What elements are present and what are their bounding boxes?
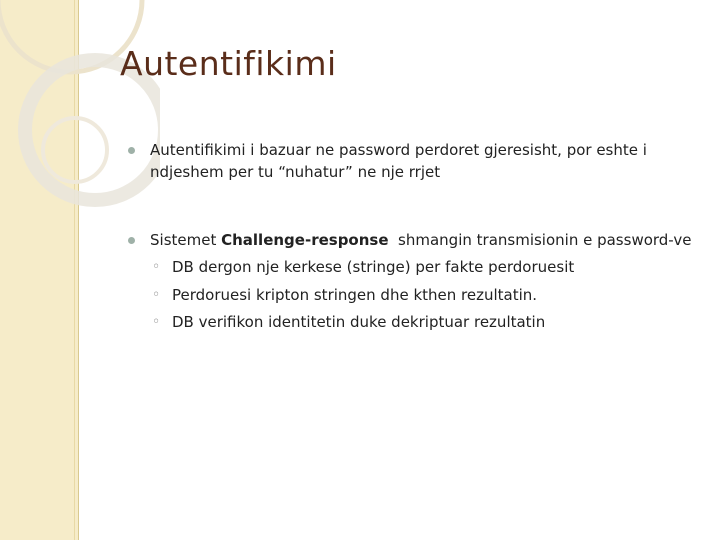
sub-bullet-marker: ◦: [152, 259, 161, 275]
decor-circle-small: [43, 118, 107, 182]
sub-bullet-marker: ◦: [152, 287, 161, 303]
decorative-circles: [0, 0, 160, 220]
slide-title: Autentifikimi: [120, 44, 337, 83]
bullet-2-prefix: Sistemet: [150, 231, 222, 249]
sub-bullet-2-text: Perdoruesi kripton stringen dhe kthen rezultatin.: [172, 286, 538, 304]
bullet-dot: [128, 237, 135, 244]
bullet-1-line-1: Autentifikimi i bazuar ne password perdoret gjeresisht, por eshte i: [150, 141, 647, 159]
bullet-1-line-2: ndjeshem per tu “nuhatur” ne nje rrjet: [150, 163, 441, 181]
bullet-2-bold-term: Challenge-response: [221, 231, 389, 249]
bullet-dot: [128, 147, 135, 154]
sub-bullet-3-text: DB verifikon identitetin duke dekriptuar rezultatin: [172, 313, 546, 331]
sub-bullet-marker: ◦: [152, 314, 161, 330]
bullet-2-text: [150, 229, 691, 251]
sub-bullet-1-text: DB dergon nje kerkese (stringe) per fakte perdoruesit: [172, 258, 575, 276]
bullet-2-suffix: shmangin transmisionin e password-ve: [388, 231, 692, 249]
